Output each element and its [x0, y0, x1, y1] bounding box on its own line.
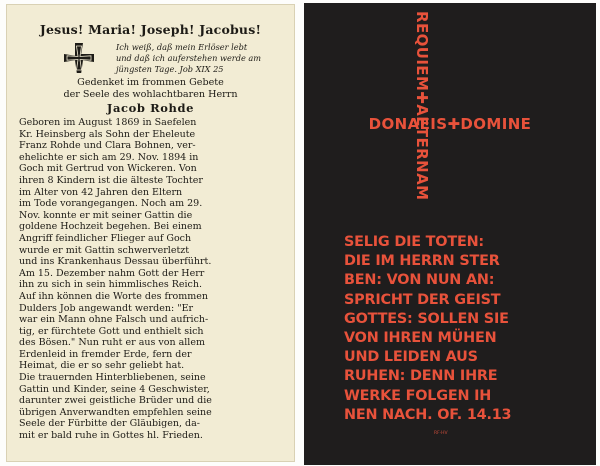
bio-line: tig, er fürchtete Gott und enthielt sich [19, 325, 204, 337]
bio-line: Kr. Heinsberg als Sohn der Eheleute [19, 128, 196, 140]
bio-line: ehelichte er sich am 29. Nov. 1894 in [19, 151, 199, 163]
bible-verse [116, 42, 286, 75]
bio-line: Franz Rohde und Clara Bohnen, ver- [19, 140, 196, 152]
bio-line: Dulders Job angewandt werden: "Er [19, 302, 194, 314]
bio-line: Gattin und Kinder, seine 4 Geschwister, [19, 383, 210, 395]
biography [19, 117, 287, 442]
scripture-line: NEN NACH. OF. 14.13 [344, 406, 512, 423]
cross-crossbar-inscription: DONAEIS✚DOMINE [368, 115, 532, 133]
bio-line: ihren 8 Kindern ist die älteste Tochter [19, 174, 203, 186]
scripture-line: UND LEIDEN AUS [344, 349, 478, 366]
dedication-line: der Seele des wohlachtbaren Herrn [63, 89, 238, 100]
bio-line: ihn zu sich in sein himmlisches Reich. [19, 279, 203, 291]
dedication-line: Gedenket im frommen Gebete [77, 77, 224, 88]
scripture-line: SPRICHT DER GEIST [344, 291, 501, 308]
bio-line: war ein Mann ohne Falsch und aufrich- [19, 314, 209, 326]
bio-line: mit er bald ruhe in Gottes hl. Frieden. [19, 430, 203, 442]
scripture-line: GOTTES: SOLLEN SIE [344, 310, 509, 327]
bio-line: übrigen Anverwandten empfehlen seine [19, 406, 212, 418]
verse-line: Ich weiß, daß mein Erlöser lebt [116, 42, 248, 52]
verse-line: jüngsten Tage. Job XIX 25 [116, 64, 224, 74]
bio-line: Geboren im August 1869 in Saefelen [19, 117, 197, 128]
scripture-line: BEN: VON NUN AN: [344, 272, 495, 289]
card-title: Jesus! Maria! Joseph! Jacobus! [39, 22, 262, 37]
bio-line: Auf ihn können die Worte des frommen [19, 290, 209, 302]
iron-cross-icon [64, 43, 94, 73]
memorial-card-back [304, 3, 596, 465]
scripture-line: WERKE FOLGEN IH [344, 387, 492, 404]
bio-line: wurde er mit Gattin schwerverletzt [19, 244, 190, 256]
bio-line: Die trauernden Hinterbliebenen, seine [19, 372, 206, 384]
bio-line: Goch mit Gertrud von Wickeren. Von [19, 163, 197, 175]
artist-signature: RF·HV [434, 431, 448, 436]
scripture-line: RUHEN: DENN IHRE [344, 368, 498, 385]
bio-line: Heimat, die er so sehr geliebt hat. [19, 360, 185, 372]
bio-line: und ins Krankenhaus Dessau überführt. [19, 256, 212, 268]
bio-line: Angriff feindlicher Flieger auf Goch [19, 232, 192, 244]
bio-line: goldene Hochzeit begehen. Bei einem [19, 221, 202, 233]
vertical-inscription: REQUIEM✚AETERNAM [413, 11, 431, 201]
dedication [7, 77, 294, 101]
scripture-line: VON IHREN MÜHEN [344, 330, 497, 347]
scripture-line: SELIG DIE TOTEN: [344, 234, 484, 250]
bio-line: im Alter von 42 Jahren den Eltern [19, 186, 183, 198]
bio-line: darunter zwei geistliche Brüder und die [19, 395, 212, 407]
bio-line: im Tode vorangegangen. Noch am 29. [19, 198, 203, 210]
scripture-line: DIE IM HERRN STER [344, 253, 500, 270]
verse-line: und daß ich auferstehen werde am [116, 53, 262, 63]
bio-line: Nov. konnte er mit seiner Gattin die [19, 209, 193, 221]
bio-line: des Bösen." Nun ruht er aus von allem [19, 337, 205, 349]
bio-line: Seele der Fürbitte der Gläubigen, da- [19, 418, 200, 430]
scripture-block [344, 233, 560, 425]
deceased-name: Jacob Rohde [106, 101, 195, 115]
bio-line: Am 15. Dezember nahm Gott der Herr [19, 267, 205, 279]
memorial-card-front [6, 4, 295, 462]
bio-line: Erdenleid in fremder Erde, fern der [19, 348, 192, 360]
